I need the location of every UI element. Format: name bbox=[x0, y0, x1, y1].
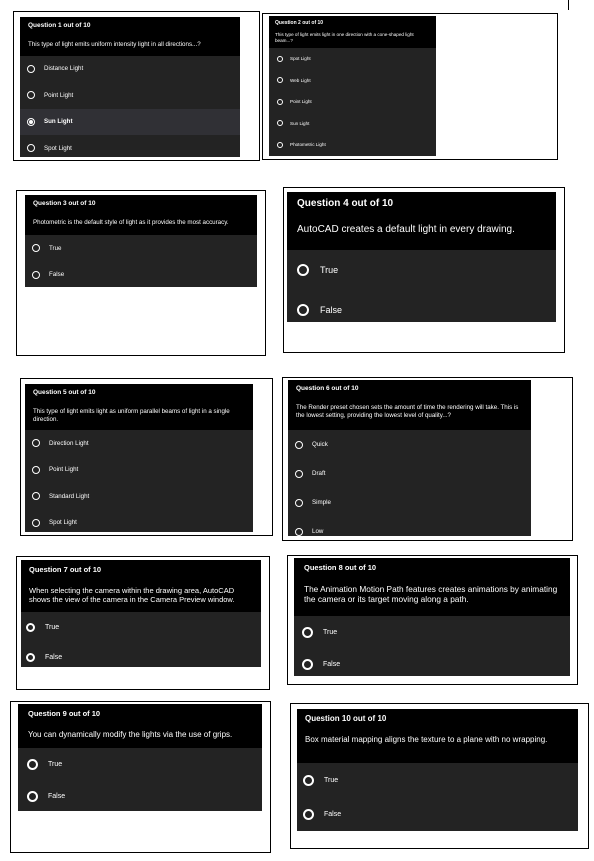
radio-unchecked-icon[interactable] bbox=[32, 244, 40, 252]
radio-unchecked-icon[interactable] bbox=[27, 791, 38, 802]
question-text: This type of light emits uniform intensity light in all directions...? bbox=[28, 41, 201, 48]
question-number: Question 10 out of 10 bbox=[305, 714, 387, 723]
answer-options bbox=[269, 48, 436, 156]
quiz-card-q8 bbox=[294, 558, 570, 676]
quiz-card-q10 bbox=[297, 709, 578, 831]
question-number: Question 4 out of 10 bbox=[297, 198, 394, 209]
radio-unchecked-icon[interactable] bbox=[32, 439, 40, 447]
quiz-card-q7 bbox=[21, 560, 261, 667]
answer-option[interactable] bbox=[269, 113, 436, 135]
radio-unchecked-icon[interactable] bbox=[295, 499, 303, 507]
option-label: Draft bbox=[312, 470, 326, 477]
option-label: Spot Light bbox=[290, 56, 311, 62]
radio-unchecked-icon[interactable] bbox=[27, 759, 38, 770]
answer-options bbox=[287, 250, 556, 322]
option-label: False bbox=[323, 660, 341, 668]
radio-unchecked-icon[interactable] bbox=[277, 99, 283, 105]
edge-line bbox=[568, 0, 569, 10]
answer-options bbox=[21, 612, 261, 667]
answer-option[interactable] bbox=[25, 235, 257, 262]
answer-options bbox=[18, 748, 262, 811]
answer-option[interactable] bbox=[25, 430, 253, 457]
answer-option[interactable] bbox=[269, 91, 436, 113]
question-header bbox=[18, 704, 262, 748]
option-label: True bbox=[48, 760, 63, 768]
option-label: True bbox=[45, 623, 60, 631]
answer-option[interactable] bbox=[20, 135, 240, 157]
quiz-card-q2 bbox=[269, 16, 436, 156]
option-label: False bbox=[49, 271, 65, 279]
radio-unchecked-icon[interactable] bbox=[295, 470, 303, 478]
answer-options bbox=[25, 235, 257, 287]
answer-option[interactable] bbox=[18, 748, 262, 780]
radio-unchecked-icon[interactable] bbox=[303, 775, 314, 786]
radio-unchecked-icon[interactable] bbox=[32, 466, 40, 474]
answer-option[interactable] bbox=[21, 612, 261, 642]
radio-unchecked-icon[interactable] bbox=[277, 120, 283, 126]
option-label: Simple bbox=[312, 499, 331, 506]
radio-unchecked-icon[interactable] bbox=[295, 441, 303, 449]
radio-unchecked-icon[interactable] bbox=[302, 659, 313, 670]
answer-option[interactable] bbox=[287, 290, 556, 322]
answer-option[interactable] bbox=[288, 459, 531, 488]
radio-unchecked-icon[interactable] bbox=[27, 91, 35, 99]
question-number: Question 5 out of 10 bbox=[33, 389, 96, 396]
radio-unchecked-icon[interactable] bbox=[295, 528, 303, 536]
question-number: Question 7 out of 10 bbox=[29, 565, 102, 574]
answer-option[interactable] bbox=[269, 48, 436, 70]
radio-unchecked-icon[interactable] bbox=[277, 142, 283, 148]
answer-option[interactable] bbox=[297, 763, 578, 797]
answer-option[interactable] bbox=[20, 56, 240, 83]
option-label: Sun Light bbox=[44, 118, 73, 126]
question-header bbox=[20, 17, 240, 56]
radio-unchecked-icon[interactable] bbox=[26, 653, 35, 662]
answer-option[interactable] bbox=[288, 517, 531, 536]
quiz-card-q9 bbox=[18, 704, 262, 811]
quiz-card-q5 bbox=[25, 384, 253, 532]
option-label: Spot Light bbox=[49, 519, 77, 527]
answer-option[interactable] bbox=[25, 457, 253, 484]
radio-unchecked-icon[interactable] bbox=[297, 264, 309, 276]
answer-option[interactable] bbox=[297, 797, 578, 831]
question-text: This type of light emits light in one direction with a cone-shaped light beam...? bbox=[275, 32, 414, 43]
option-label: Quick bbox=[312, 441, 328, 448]
question-number: Question 2 out of 10 bbox=[275, 20, 324, 26]
question-text: The Render preset chosen sets the amount of time the rendering will take. This is the lowest setting, providing the lowest level of quality...? bbox=[296, 404, 519, 419]
question-header bbox=[297, 709, 578, 763]
radio-checked-icon[interactable] bbox=[27, 118, 35, 126]
question-text: This type of light emits light as uniform parallel beams of light in a single direction. bbox=[33, 408, 230, 423]
quiz-card-q3 bbox=[25, 195, 257, 287]
question-text: Box material mapping aligns the texture to a plane with no wrapping. bbox=[305, 735, 548, 744]
answer-options bbox=[288, 430, 531, 536]
radio-unchecked-icon[interactable] bbox=[277, 56, 283, 62]
question-header bbox=[294, 558, 570, 616]
radio-unchecked-icon[interactable] bbox=[26, 623, 35, 632]
question-header bbox=[288, 380, 531, 430]
radio-unchecked-icon[interactable] bbox=[303, 809, 314, 820]
question-header bbox=[25, 195, 257, 235]
option-label: True bbox=[49, 244, 62, 252]
option-label: Standard Light bbox=[49, 492, 90, 500]
question-text: AutoCAD creates a default light in every drawing. bbox=[297, 224, 515, 235]
option-label: Sun Light bbox=[290, 120, 310, 126]
answer-options bbox=[20, 56, 240, 158]
answer-option[interactable] bbox=[287, 250, 556, 290]
radio-unchecked-icon[interactable] bbox=[32, 271, 40, 279]
answer-option[interactable] bbox=[25, 510, 253, 533]
radio-unchecked-icon[interactable] bbox=[297, 304, 309, 316]
answer-option[interactable] bbox=[25, 483, 253, 510]
answer-option[interactable] bbox=[25, 262, 257, 288]
question-text: When selecting the camera within the drawing area, AutoCAD shows the view of the camera in the Camera Preview window. bbox=[29, 586, 235, 604]
question-number: Question 9 out of 10 bbox=[28, 709, 101, 718]
quiz-card-q6 bbox=[288, 380, 531, 536]
question-text: The Animation Motion Path features creates animations by animating the camera or its target moving along a path. bbox=[304, 584, 558, 604]
answer-options bbox=[297, 763, 578, 831]
radio-unchecked-icon[interactable] bbox=[32, 492, 40, 500]
quiz-card-q1 bbox=[20, 17, 240, 157]
option-label: Low bbox=[312, 528, 324, 535]
radio-unchecked-icon[interactable] bbox=[32, 519, 40, 527]
question-header bbox=[287, 192, 556, 250]
option-label: Direction Light bbox=[49, 439, 89, 447]
answer-option[interactable] bbox=[21, 642, 261, 667]
answer-option[interactable] bbox=[288, 430, 531, 459]
radio-unchecked-icon[interactable] bbox=[27, 144, 35, 152]
answer-options bbox=[25, 430, 253, 532]
radio-unchecked-icon[interactable] bbox=[27, 65, 35, 73]
question-header bbox=[21, 560, 261, 612]
option-label: False bbox=[48, 792, 66, 800]
radio-unchecked-icon[interactable] bbox=[302, 627, 313, 638]
question-number: Question 3 out of 10 bbox=[33, 200, 96, 207]
answer-option[interactable] bbox=[294, 616, 570, 648]
question-text: Photometric is the default style of light as it provides the most accuracy. bbox=[33, 219, 229, 226]
question-number: Question 8 out of 10 bbox=[304, 563, 377, 572]
option-label: Point Light bbox=[290, 99, 312, 105]
question-number: Question 1 out of 10 bbox=[28, 22, 91, 29]
option-label: Spot Light bbox=[44, 144, 72, 152]
answer-option-selected[interactable] bbox=[20, 109, 240, 136]
answer-option[interactable] bbox=[20, 82, 240, 109]
option-label: Point Light bbox=[44, 91, 74, 99]
answer-option[interactable] bbox=[269, 70, 436, 92]
answer-option[interactable] bbox=[294, 648, 570, 676]
option-label: True bbox=[324, 776, 339, 784]
question-text: You can dynamically modify the lights via the use of grips. bbox=[28, 730, 233, 739]
question-header bbox=[25, 384, 253, 430]
option-label: Distance Light bbox=[44, 65, 84, 73]
answer-option[interactable] bbox=[18, 780, 262, 811]
question-header bbox=[269, 16, 436, 48]
option-label: Point Light bbox=[49, 466, 79, 474]
option-label: False bbox=[324, 810, 342, 818]
answer-option[interactable] bbox=[288, 488, 531, 517]
option-label: False bbox=[45, 653, 63, 661]
option-label: Web Light bbox=[290, 77, 311, 83]
option-label: True bbox=[320, 265, 339, 275]
quiz-card-q4 bbox=[287, 192, 556, 322]
answer-options bbox=[294, 616, 570, 676]
option-label: Photometric Light bbox=[290, 142, 326, 148]
answer-option[interactable] bbox=[269, 134, 436, 156]
question-number: Question 6 out of 10 bbox=[296, 385, 359, 392]
option-label: False bbox=[320, 305, 343, 315]
radio-unchecked-icon[interactable] bbox=[277, 77, 283, 83]
option-label: True bbox=[323, 628, 338, 636]
